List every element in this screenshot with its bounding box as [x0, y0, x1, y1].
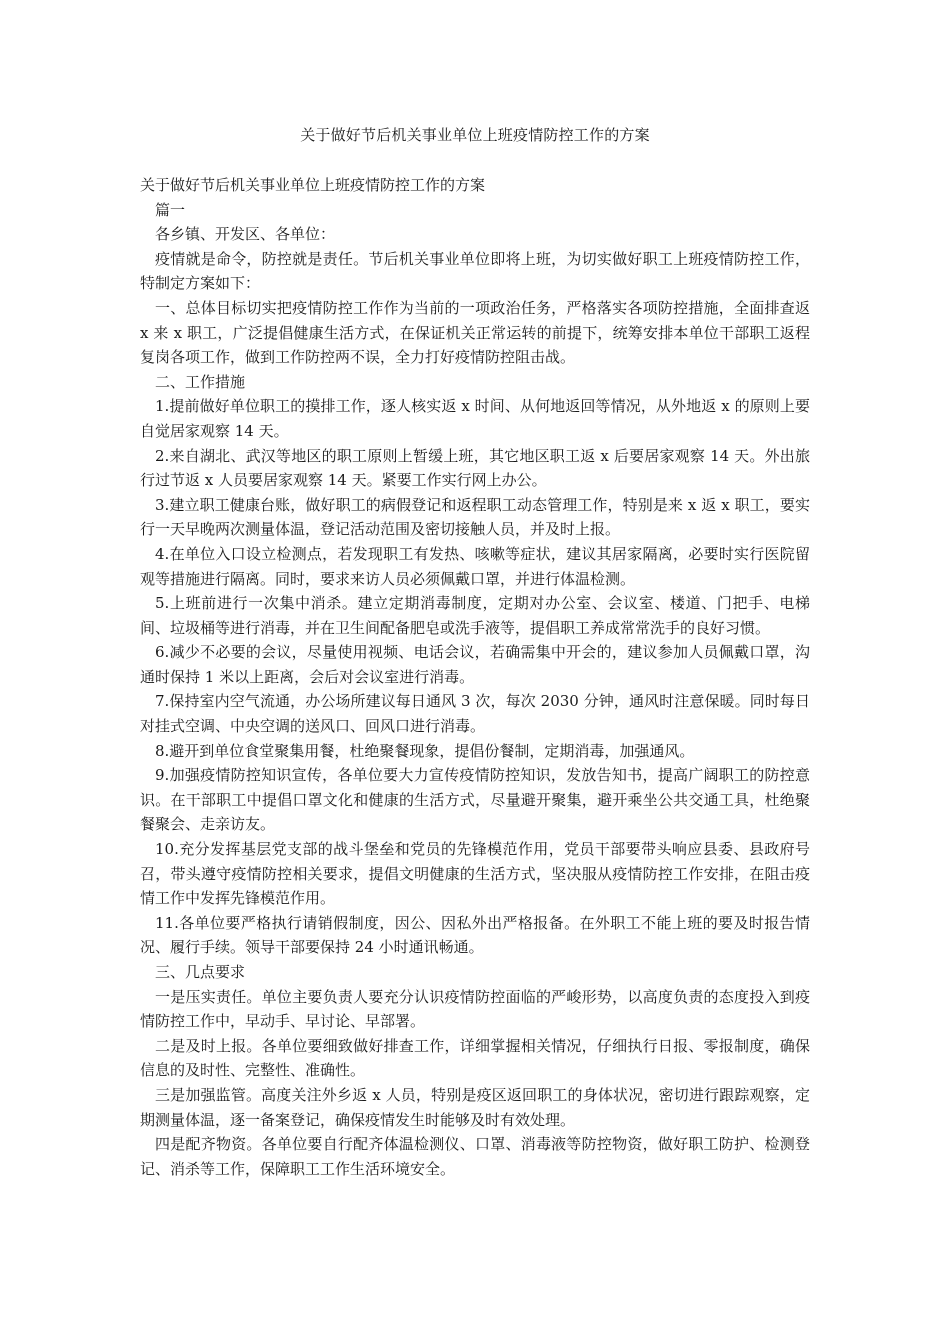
paragraph: 7.保持室内空气流通，办公场所建议每日通风 3 次，每次 2030 分钟，通风时注意保暖。同时每日对挂式空调、中央空调的送风口、回风口进行消毒。 [140, 692, 810, 736]
document-subtitle: 关于做好节后机关事业单位上班疫情防控工作的方案 [140, 176, 486, 194]
paragraph: 2.来自湖北、武汉等地区的职工原则上暂缓上班，其它地区职工返 x 后要居家观察 14 天。外出旅行过节返 x 人员要居家观察 14 天。紧要工作实行网上办公。 [140, 446, 810, 490]
paragraph: 三是加强监管。高度关注外乡返 x 人员，特别是疫区返回职工的身体状况，密切进行跟踪观察，定期测量体温，逐一备案登记，确保疫情发生时能够及时有效处理。 [140, 1085, 810, 1129]
document-title: 关于做好节后机关事业单位上班疫情防控工作的方案 [300, 126, 650, 144]
paragraph: 11.各单位要严格执行请销假制度，因公、因私外出严格报备。在外职工不能上班的要及时报告情况、履行手续。领导干部要保持 24 小时通讯畅通。 [140, 913, 810, 957]
paragraph: 各乡镇、开发区、各单位： [155, 225, 336, 244]
paragraph: 9.加强疫情防控知识宣传，各单位要大力宣传疫情防控知识，发放告知书，提高广阔职工的防控意识。在干部职工中提倡口罩文化和健康的生活方式，尽量避开聚集，避开乘坐公共交通工具，杜绝聚餐聚会、走亲访友。 [140, 766, 810, 834]
paragraph: 3.建立职工健康台账，做好职工的病假登记和返程职工动态管理工作，特别是来 x 返 x 职工，要实行一天早晚两次测量体温，登记活动范围及密切接触人员，并及时上报。 [140, 495, 810, 539]
paragraph: 4.在单位入口设立检测点，若发现职工有发热、咳嗽等症状，建议其居家隔离，必要时实行医院留观等措施进行隔离。同时，要求来访人员必须佩戴口罩，并进行体温检测。 [140, 544, 810, 588]
section-heading: 二、工作措施 [155, 372, 246, 391]
paragraph: 一、总体目标切实把疫情防控工作作为当前的一项政治任务，严格落实各项防控措施，全面排查返 x 来 x 职工，广泛提倡健康生活方式，在保证机关正常运转的前提下，统筹安排本单位干部职工返程复岗各项工作，做到工作防控两不误，全力打好疫情防控阻击战。 [140, 298, 810, 367]
paragraph: 10.充分发挥基层党支部的战斗堡垒和党员的先锋模范作用，党员干部要带头响应县委、县政府号召，带头遵守疫情防控相关要求，提倡文明健康的生活方式，坚决服从疫情防控工作安排，在阻击疫情工作中发挥先锋模范作用。 [140, 840, 810, 908]
paragraph: 1.提前做好单位职工的摸排工作，逐人核实返 x 时间、从何地返回等情况，从外地返 x 的原则上要自觉居家观察 14 天。 [140, 397, 810, 440]
paragraph: 疫情就是命令，防控就是责任。节后机关事业单位即将上班，为切实做好职工上班疫情防控工作，特制定方案如下： [140, 249, 810, 293]
paragraph: 二是及时上报。各单位要细致做好排查工作，详细掌握相关情况，仔细执行日报、零报制度，确保信息的及时性、完整性、准确性。 [140, 1036, 810, 1080]
paragraph: 篇一 [155, 200, 186, 219]
paragraph: 一是压实责任。单位主要负责人要充分认识疫情防控面临的严峻形势，以高度负责的态度投入到疫情防控工作中，早动手、早讨论、早部署。 [140, 987, 810, 1031]
section-heading: 三、几点要求 [155, 963, 246, 981]
document-body [140, 173, 810, 1181]
paragraph: 5.上班前进行一次集中消杀。建立定期消毒制度，定期对办公室、会议室、楼道、门把手、电梯间、垃圾桶等进行消毒，并在卫生间配备肥皂或洗手液等，提倡职工养成常常洗手的良好习惯。 [140, 594, 810, 637]
paragraph: 8.避开到单位食堂聚集用餐，杜绝聚餐现象，提倡份餐制，定期消毒，加强通风。 [155, 741, 695, 760]
paragraph: 6.减少不必要的会议，尽量使用视频、电话会议，若确需集中开会的，建议参加人员佩戴口罩，沟通时保持 1 米以上距离，会后对会议室进行消毒。 [140, 643, 810, 686]
paragraph: 四是配齐物资。各单位要自行配齐体温检测仪、口罩、消毒液等防控物资，做好职工防护、检测登记、消杀等工作，保障职工工作生活环境安全。 [140, 1135, 810, 1178]
